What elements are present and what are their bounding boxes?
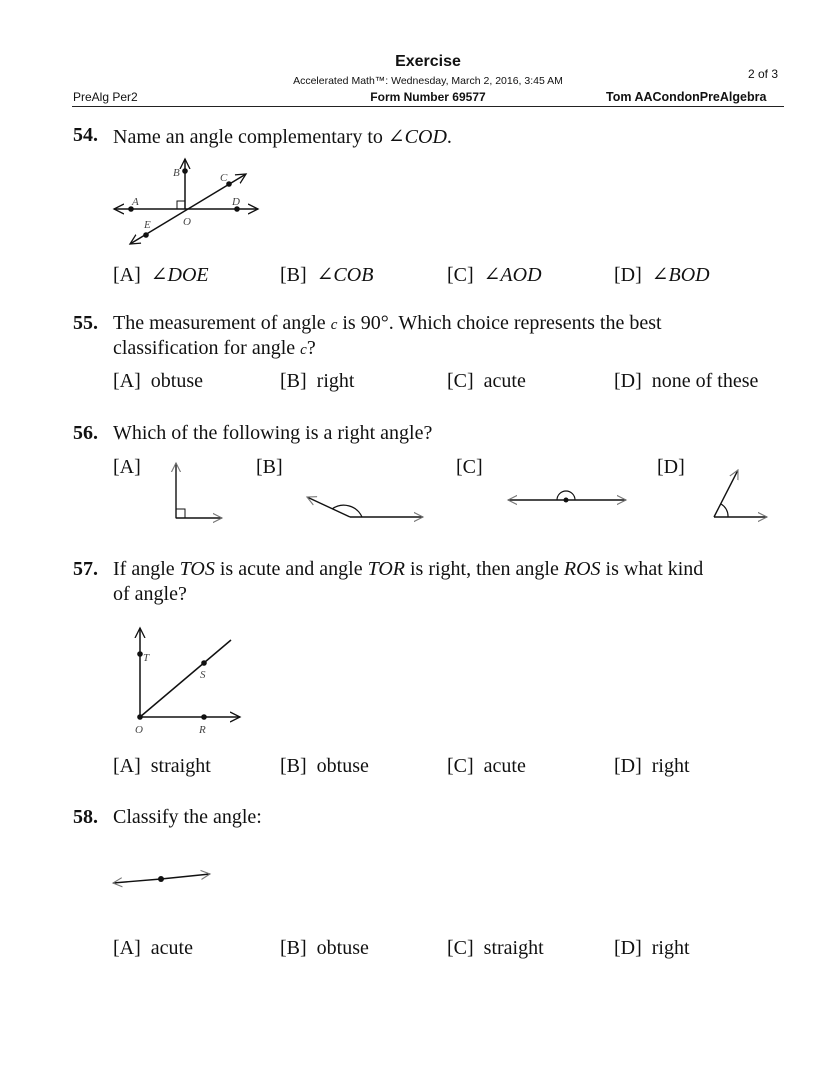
choice-a[interactable]: [A] obtuse <box>113 370 203 392</box>
ray-left <box>113 879 161 883</box>
label-e: E <box>144 219 151 231</box>
choice-b[interactable]: [B] <box>256 456 283 478</box>
question-55-text-line1: The measurement of angle c is 90°. Which choice represents the best <box>113 312 662 334</box>
angle-figure-57 <box>125 620 255 740</box>
question-number: 58. <box>73 806 98 828</box>
question-57-text-line2: of angle? <box>113 583 187 605</box>
choice-c[interactable]: [C] <box>456 456 483 478</box>
class-name: PreAlg Per2 <box>73 90 138 104</box>
choice-b[interactable]: [B] right <box>280 370 355 392</box>
angle-figure-58 <box>105 860 220 895</box>
question-number: 57. <box>73 558 98 580</box>
label-b: B <box>173 167 180 179</box>
choice-b[interactable]: [B] obtuse <box>280 755 369 777</box>
student-name: Tom AACondonPreAlgebra <box>606 90 767 104</box>
choice-d[interactable]: [D] right <box>614 937 690 959</box>
label-t: T <box>143 652 150 664</box>
label-s: S <box>200 669 206 681</box>
worksheet-subtitle: Accelerated Math™: Wednesday, March 2, 2016, 3:45 AM <box>293 75 563 87</box>
choice-d[interactable]: [D] none of these <box>614 370 759 392</box>
ray-os <box>140 640 231 717</box>
choice-d[interactable]: [D] <box>657 456 685 478</box>
choice-a[interactable]: [A] acute <box>113 937 193 959</box>
angle-d-acute <box>714 470 767 517</box>
angle-b-obtuse <box>307 497 423 517</box>
question-number: 56. <box>73 422 98 444</box>
label-d: D <box>232 196 240 208</box>
choice-c[interactable]: [C] ∠AOD <box>447 264 542 286</box>
choice-b[interactable]: [B] obtuse <box>280 937 369 959</box>
angle-c-straight <box>508 491 626 503</box>
label-c: C <box>220 172 228 184</box>
header-divider <box>72 106 784 107</box>
worksheet-title: Exercise <box>395 53 461 70</box>
point-s <box>201 660 207 666</box>
label-a: A <box>132 196 139 208</box>
question-54-text: Name an angle complementary to ∠COD. <box>113 126 452 148</box>
label-o: O <box>183 216 191 228</box>
choice-a[interactable]: [A] straight <box>113 755 211 777</box>
label-r: R <box>199 724 206 736</box>
choice-a[interactable]: [A] ∠DOE <box>113 264 209 286</box>
choice-c[interactable]: [C] acute <box>447 370 526 392</box>
choice-d[interactable]: [D] ∠BOD <box>614 264 710 286</box>
form-number: Form Number 69577 <box>370 90 486 104</box>
question-56-text: Which of the following is a right angle? <box>113 422 433 444</box>
choice-b[interactable]: [B] ∠COB <box>280 264 374 286</box>
question-57-text-line1: If angle TOS is acute and angle TOR is right, then angle ROS is what kind <box>113 558 704 580</box>
angle-choices-56 <box>160 455 800 530</box>
point-t <box>137 651 143 657</box>
choice-a[interactable]: [A] <box>113 456 141 478</box>
choice-d[interactable]: [D] right <box>614 755 690 777</box>
question-58-text: Classify the angle: <box>113 806 262 828</box>
page-number: 2 of 3 <box>748 67 779 81</box>
choice-c[interactable]: [C] acute <box>447 755 526 777</box>
question-number: 55. <box>73 312 98 334</box>
point-b <box>182 168 188 174</box>
question-number: 54. <box>73 124 98 146</box>
angle-figure-54 <box>100 150 280 250</box>
label-o: O <box>135 724 143 736</box>
ray-right <box>161 874 210 879</box>
point-r <box>201 714 207 720</box>
angle-a-right <box>176 463 222 518</box>
question-54 <box>73 124 98 147</box>
choice-c[interactable]: [C] straight <box>447 937 544 959</box>
vertex <box>158 876 164 882</box>
point-o <box>137 714 143 720</box>
point-e <box>143 232 149 238</box>
question-55-text-line2: classification for angle c? <box>113 337 316 359</box>
right-angle-mark <box>177 201 185 209</box>
